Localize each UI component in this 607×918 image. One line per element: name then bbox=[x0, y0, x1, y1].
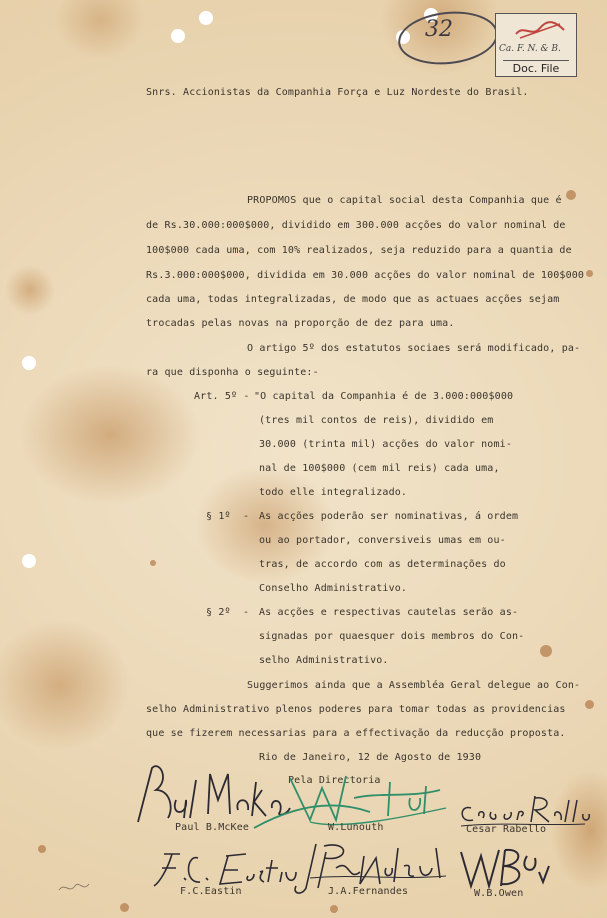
addressee-line: Snrs. Accionistas da Companhia Força e Luz Nordeste do Brasil. bbox=[146, 87, 529, 98]
section-line: tras, de accordo com as determinações do bbox=[259, 559, 506, 570]
punch-hole bbox=[171, 29, 185, 43]
article-line: 30.000 (trinta mil) acções do valor nomi- bbox=[259, 439, 512, 450]
article-label: Art. 5º - bbox=[194, 391, 256, 402]
section-line: As acções poderão ser nominativas, á ordem bbox=[259, 511, 519, 522]
body-line: cada uma, todas integralizadas, de modo que as actuaes acções sejam bbox=[146, 294, 560, 305]
section-line: ou ao portador, conversiveis umas em ou- bbox=[259, 535, 506, 546]
signatory-name: W.Lunouth bbox=[328, 822, 384, 833]
section-label: § 1º - bbox=[206, 511, 250, 522]
body-line: Suggerimos ainda que a Assembléa Geral delegue ao Con- bbox=[247, 680, 581, 691]
stain-spot bbox=[586, 270, 593, 277]
body-line: O artigo 5º dos estatutos sociaes será modificado, pa- bbox=[247, 343, 581, 354]
article-line: todo elle integralizado. bbox=[259, 487, 408, 498]
punch-hole bbox=[199, 11, 213, 25]
stain-spot bbox=[330, 905, 338, 913]
pencil-mark bbox=[55, 870, 95, 900]
punch-hole bbox=[22, 356, 36, 370]
stamp-label: Doc. File bbox=[503, 60, 569, 75]
body-line: de Rs.30.000:000$000, dividido em 300.000 acções do valor nominal de bbox=[146, 220, 566, 231]
stain-spot bbox=[585, 700, 594, 709]
body-line: que se fizerem necessarias para a effectivação da reducção proposta. bbox=[146, 728, 566, 739]
signatory-name: Cesar Rabello bbox=[466, 824, 547, 835]
file-number: 32 bbox=[425, 17, 453, 42]
punch-hole bbox=[22, 554, 36, 568]
signatory-name: J.A.Fernandes bbox=[328, 886, 409, 897]
article-line: "O capital da Companhia é de 3.000:000$000 bbox=[254, 391, 514, 402]
body-line: trocadas pelas novas na proporção de dez para uma. bbox=[146, 318, 455, 329]
stamp-code: Ca. F. N. & B. bbox=[499, 44, 561, 54]
body-line: ra que disponha o seguinte:- bbox=[146, 367, 319, 378]
section-line: selho Administrativo. bbox=[259, 655, 389, 666]
directory-label: Pela Directoria bbox=[288, 775, 381, 786]
body-line: PROPOMOS que o capital social desta Companhia que é bbox=[247, 195, 562, 206]
doc-file-stamp bbox=[495, 13, 577, 77]
body-line: 100$000 cada uma, com 10% realizados, seja reduzido para a quantia de bbox=[146, 245, 572, 256]
stain-spot bbox=[150, 560, 156, 566]
place-date: Rio de Janeiro, 12 de Agosto de 1930 bbox=[259, 752, 482, 763]
section-label: § 2º - bbox=[206, 607, 250, 618]
article-line: nal de 100$000 (cem mil reis) cada uma, bbox=[259, 463, 500, 474]
stain-spot bbox=[120, 903, 129, 912]
section-line: As acções e respectivas cautelas serão as- bbox=[259, 607, 519, 618]
signatory-name: F.C.Eastin bbox=[180, 886, 242, 897]
signatory-name: W.B.Owen bbox=[474, 888, 524, 899]
section-line: Conselho Administrativo. bbox=[259, 583, 408, 594]
signatory-name: Paul B.McKee bbox=[175, 822, 250, 833]
body-line: selho Administrativo plenos poderes para tomar todas as providencias bbox=[146, 704, 566, 715]
section-line: signadas por quaesquer dois membros do Con- bbox=[259, 631, 525, 642]
stamp-red-scribble bbox=[514, 20, 566, 40]
body-line: Rs.3.000:000$000, dividida em 30.000 acções do valor nominal de 100$000 bbox=[146, 270, 585, 281]
stain-spot bbox=[540, 645, 552, 657]
article-line: (tres mil contos de reis), dividido em bbox=[259, 415, 494, 426]
stain-spot bbox=[38, 845, 46, 853]
stain-spot bbox=[566, 190, 576, 200]
